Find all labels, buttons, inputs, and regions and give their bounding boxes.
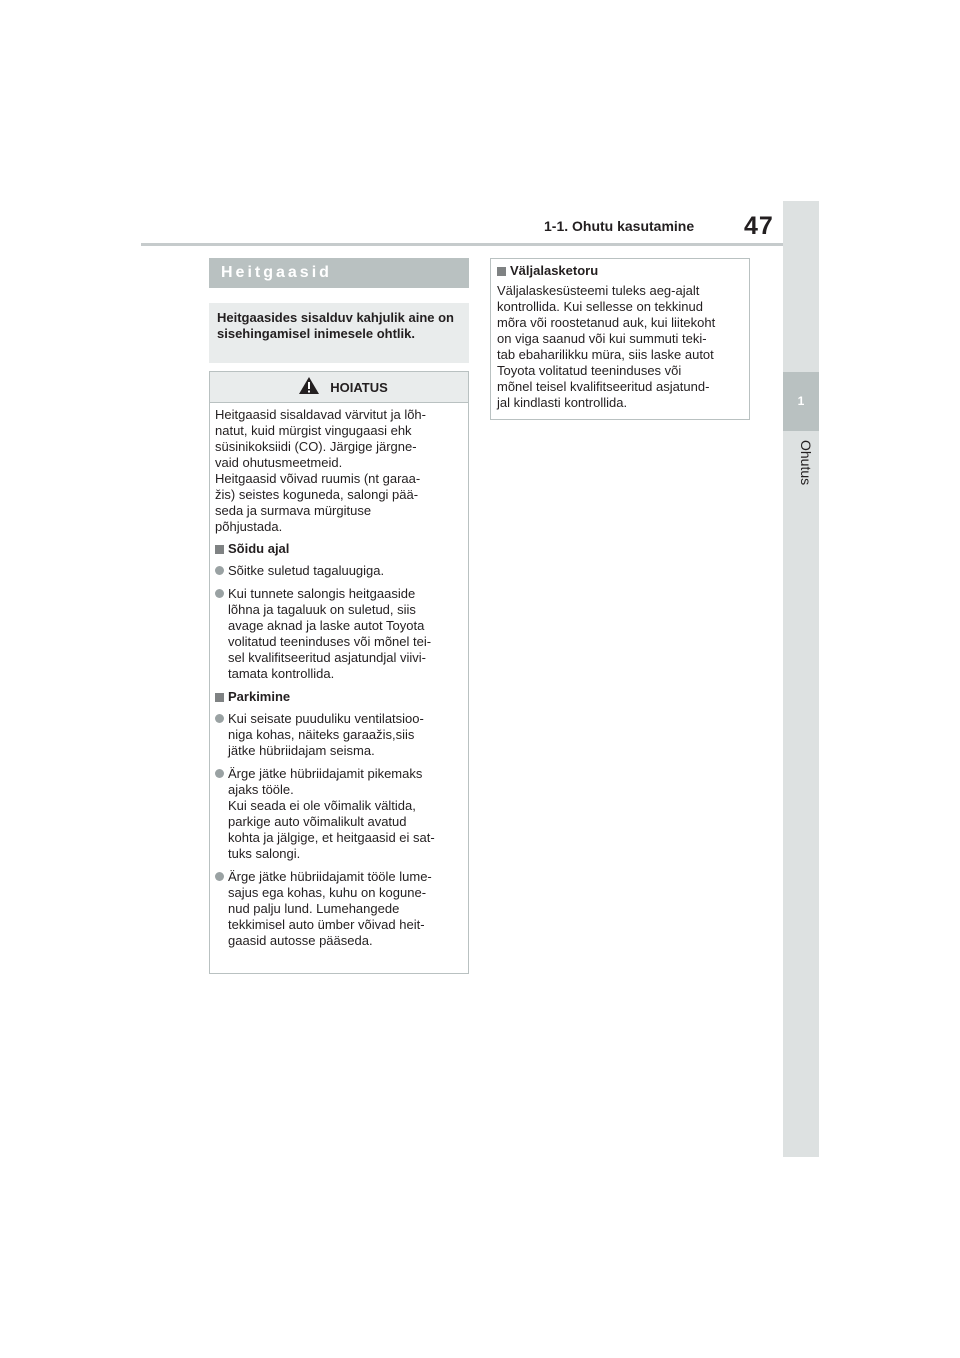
list-item [215, 586, 463, 682]
warning-intro: Heitgaasid sisaldavad värvitut ja lõh- natut, kuid mürgist vingugaasi ehk süsinikoksiidi (CO). Järgige järgne- vaid ohutusmeetmeid. Heitgaasid võivad ruumis (nt garaa- žis) seistes koguneda, salongi pää- seda ja surmava mürgituse põhjustada. [215, 407, 426, 534]
list-item [215, 711, 463, 759]
subsection-heading [497, 263, 743, 279]
circle-bullet-icon [215, 872, 224, 881]
subsection-title: Väljalasketoru [510, 263, 599, 278]
subsection-title: Parkimine [228, 689, 291, 704]
side-strip [783, 201, 819, 1157]
chapter-tab[interactable]: 1 [783, 372, 819, 431]
list-item-text: Ärge jätke hübriidajamit pikemaks ajaks tööle. Kui seada ei ole võimalik vältida, parkige auto võimalikult avatud kohta ja jälgige, et heitgaasid ei sat- tuks salongi. [228, 766, 435, 861]
exhaust-pipe-box [490, 258, 750, 420]
circle-bullet-icon [215, 566, 224, 575]
list-item [215, 766, 463, 862]
list-item [215, 869, 463, 949]
chapter-label: Ohutus [798, 440, 814, 486]
list-item [215, 563, 463, 579]
page-number: 47 [744, 212, 774, 240]
list-item-text: Ärge jätke hübriidajamit tööle lume- sajus ega kohas, kuhu on kogune- nud palju lund. Lumehangede tekkimisel auto ümber võivad heit- gaasid autosse pääseda. [228, 869, 432, 948]
summary-box: Heitgaasides sisalduv kahjulik aine on sisehingamisel inimesele ohtlik. [209, 303, 469, 363]
warning-title: HOIATUS [330, 379, 388, 395]
subsection-heading [215, 689, 463, 705]
circle-bullet-icon [215, 589, 224, 598]
square-bullet-icon [497, 267, 506, 276]
warning-box [209, 371, 469, 974]
warning-triangle-icon [298, 376, 320, 398]
section-title: 1-1. Ohutu kasutamine [544, 218, 695, 234]
circle-bullet-icon [215, 769, 224, 778]
list-item-text: Kui seisate puuduliku ventilatsioo- niga kohas, näiteks garaažis,siis jätke hübriidajam seisma. [228, 711, 424, 758]
warning-body [210, 403, 468, 949]
header-divider [141, 243, 784, 246]
exhaust-pipe-text: Väljalaskesüsteemi tuleks aeg-ajalt kontrollida. Kui sellesse on tekkinud mõra või roostetanud auk, kui liitekoht on viga saanud või kui summuti teki- tab ebaharilikku müra, siis laske autot Toyota volitatud teeninduses või mõnel teisel kvalifitseeritud asjatund- jal kindlasti kontrollida. [497, 283, 716, 410]
section-heading: Heitgaasid [209, 258, 469, 288]
list-item-text: Sõitke suletud tagaluugiga. [228, 563, 385, 578]
list-item-text: Kui tunnete salongis heitgaaside lõhna ja tagaluuk on suletud, siis avage aknad ja laske autot Toyota volitatud teeninduses või mõnel tei- sel kvalifitseeritud asjatundjal viivi- tamata kontrollida. [228, 586, 432, 681]
warning-header [210, 372, 468, 403]
square-bullet-icon [215, 545, 224, 554]
subsection-title: Sõidu ajal [228, 541, 290, 556]
subsection-heading [215, 541, 463, 557]
square-bullet-icon [215, 693, 224, 702]
circle-bullet-icon [215, 714, 224, 723]
